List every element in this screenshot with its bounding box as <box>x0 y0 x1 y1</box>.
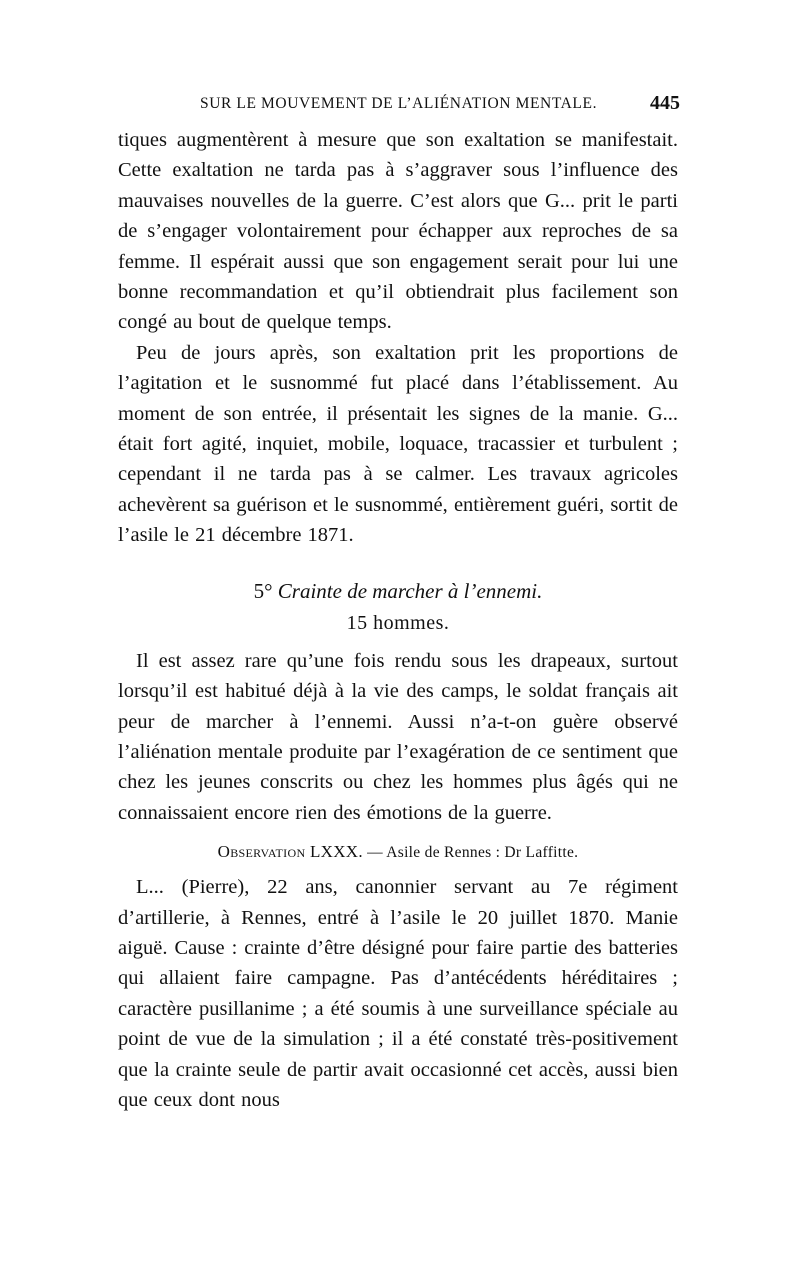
page-body <box>118 125 678 1115</box>
section-number: 5° <box>253 578 273 603</box>
paragraph-admission: Peu de jours après, son exaltation prit les proportions de l’agitation et le susnommé fut placé dans l’établissement. Au moment de son entrée, il présentait les signes de la manie. G... était fort agité, inquiet, mobile, loquace, tracassier et turbulent ; cependant il ne tarda pas à se calmer. Les travaux agricoles achevèrent sa guérison et le susnommé, entièrement guéri, sortit de l’asile le 21 décembre 1871. <box>118 341 678 547</box>
observation-label: Observation LXXX. <box>217 842 363 862</box>
observation-heading <box>118 839 678 866</box>
running-title: SUR LE MOUVEMENT DE L’ALIÉNATION MENTALE. <box>200 95 598 112</box>
page-header <box>118 92 684 120</box>
paragraph-section-intro: Il est assez rare qu’une fois rendu sous les drapeaux, surtout lorsqu’il est habitué déjà à la vie des camps, le soldat français ait peur de marcher à l’ennemi. Aussi n’a-t-on guère observé l’aliénation mentale produite par l’exagération de ce sentiment que chez les jeunes conscrits ou chez les hommes plus âgés qui ne connaissaient encore rien des émotions de la guerre. <box>118 649 678 824</box>
page-number: 445 <box>650 92 680 114</box>
observation-details: — Asile de Rennes : Dr Laffitte. <box>367 844 579 862</box>
paragraph-observation: L... (Pierre), 22 ans, canonnier servant au 7e régiment d’artillerie, à Rennes, entré à l’asile le 20 juillet 1870. Manie aiguë. Cause : crainte d’être désigné pour faire partie des batteries qui allaient faire campagne. Pas d’antécédents héréditaires ; caractère pusillanime ; a été soumis à une surveillance spéciale au point de vue de la simulation ; il a été constaté très-positivement que la crainte seule de partir avait occasionné cet accès, aussi bien que ceux dont nous <box>118 876 678 1111</box>
section-subtitle: 15 hommes. <box>346 611 450 634</box>
paragraph-continuation: tiques augmentèrent à mesure que son exaltation se manifestait. Cette exaltation ne tarda pas à s’aggraver sous l’influence des mauvaises nouvelles de la guerre. C’est alors que G... prit le parti de s’engager volontairement pour échapper aux reproches de sa femme. Il espérait aussi que son engagement serait pour lui une bonne recommandation et qu’il obtiendrait plus facilement son congé au bout de quelque temps. <box>118 129 678 334</box>
section-title-text: Crainte de marcher à l’ennemi. <box>277 578 543 603</box>
section-title <box>118 576 678 606</box>
